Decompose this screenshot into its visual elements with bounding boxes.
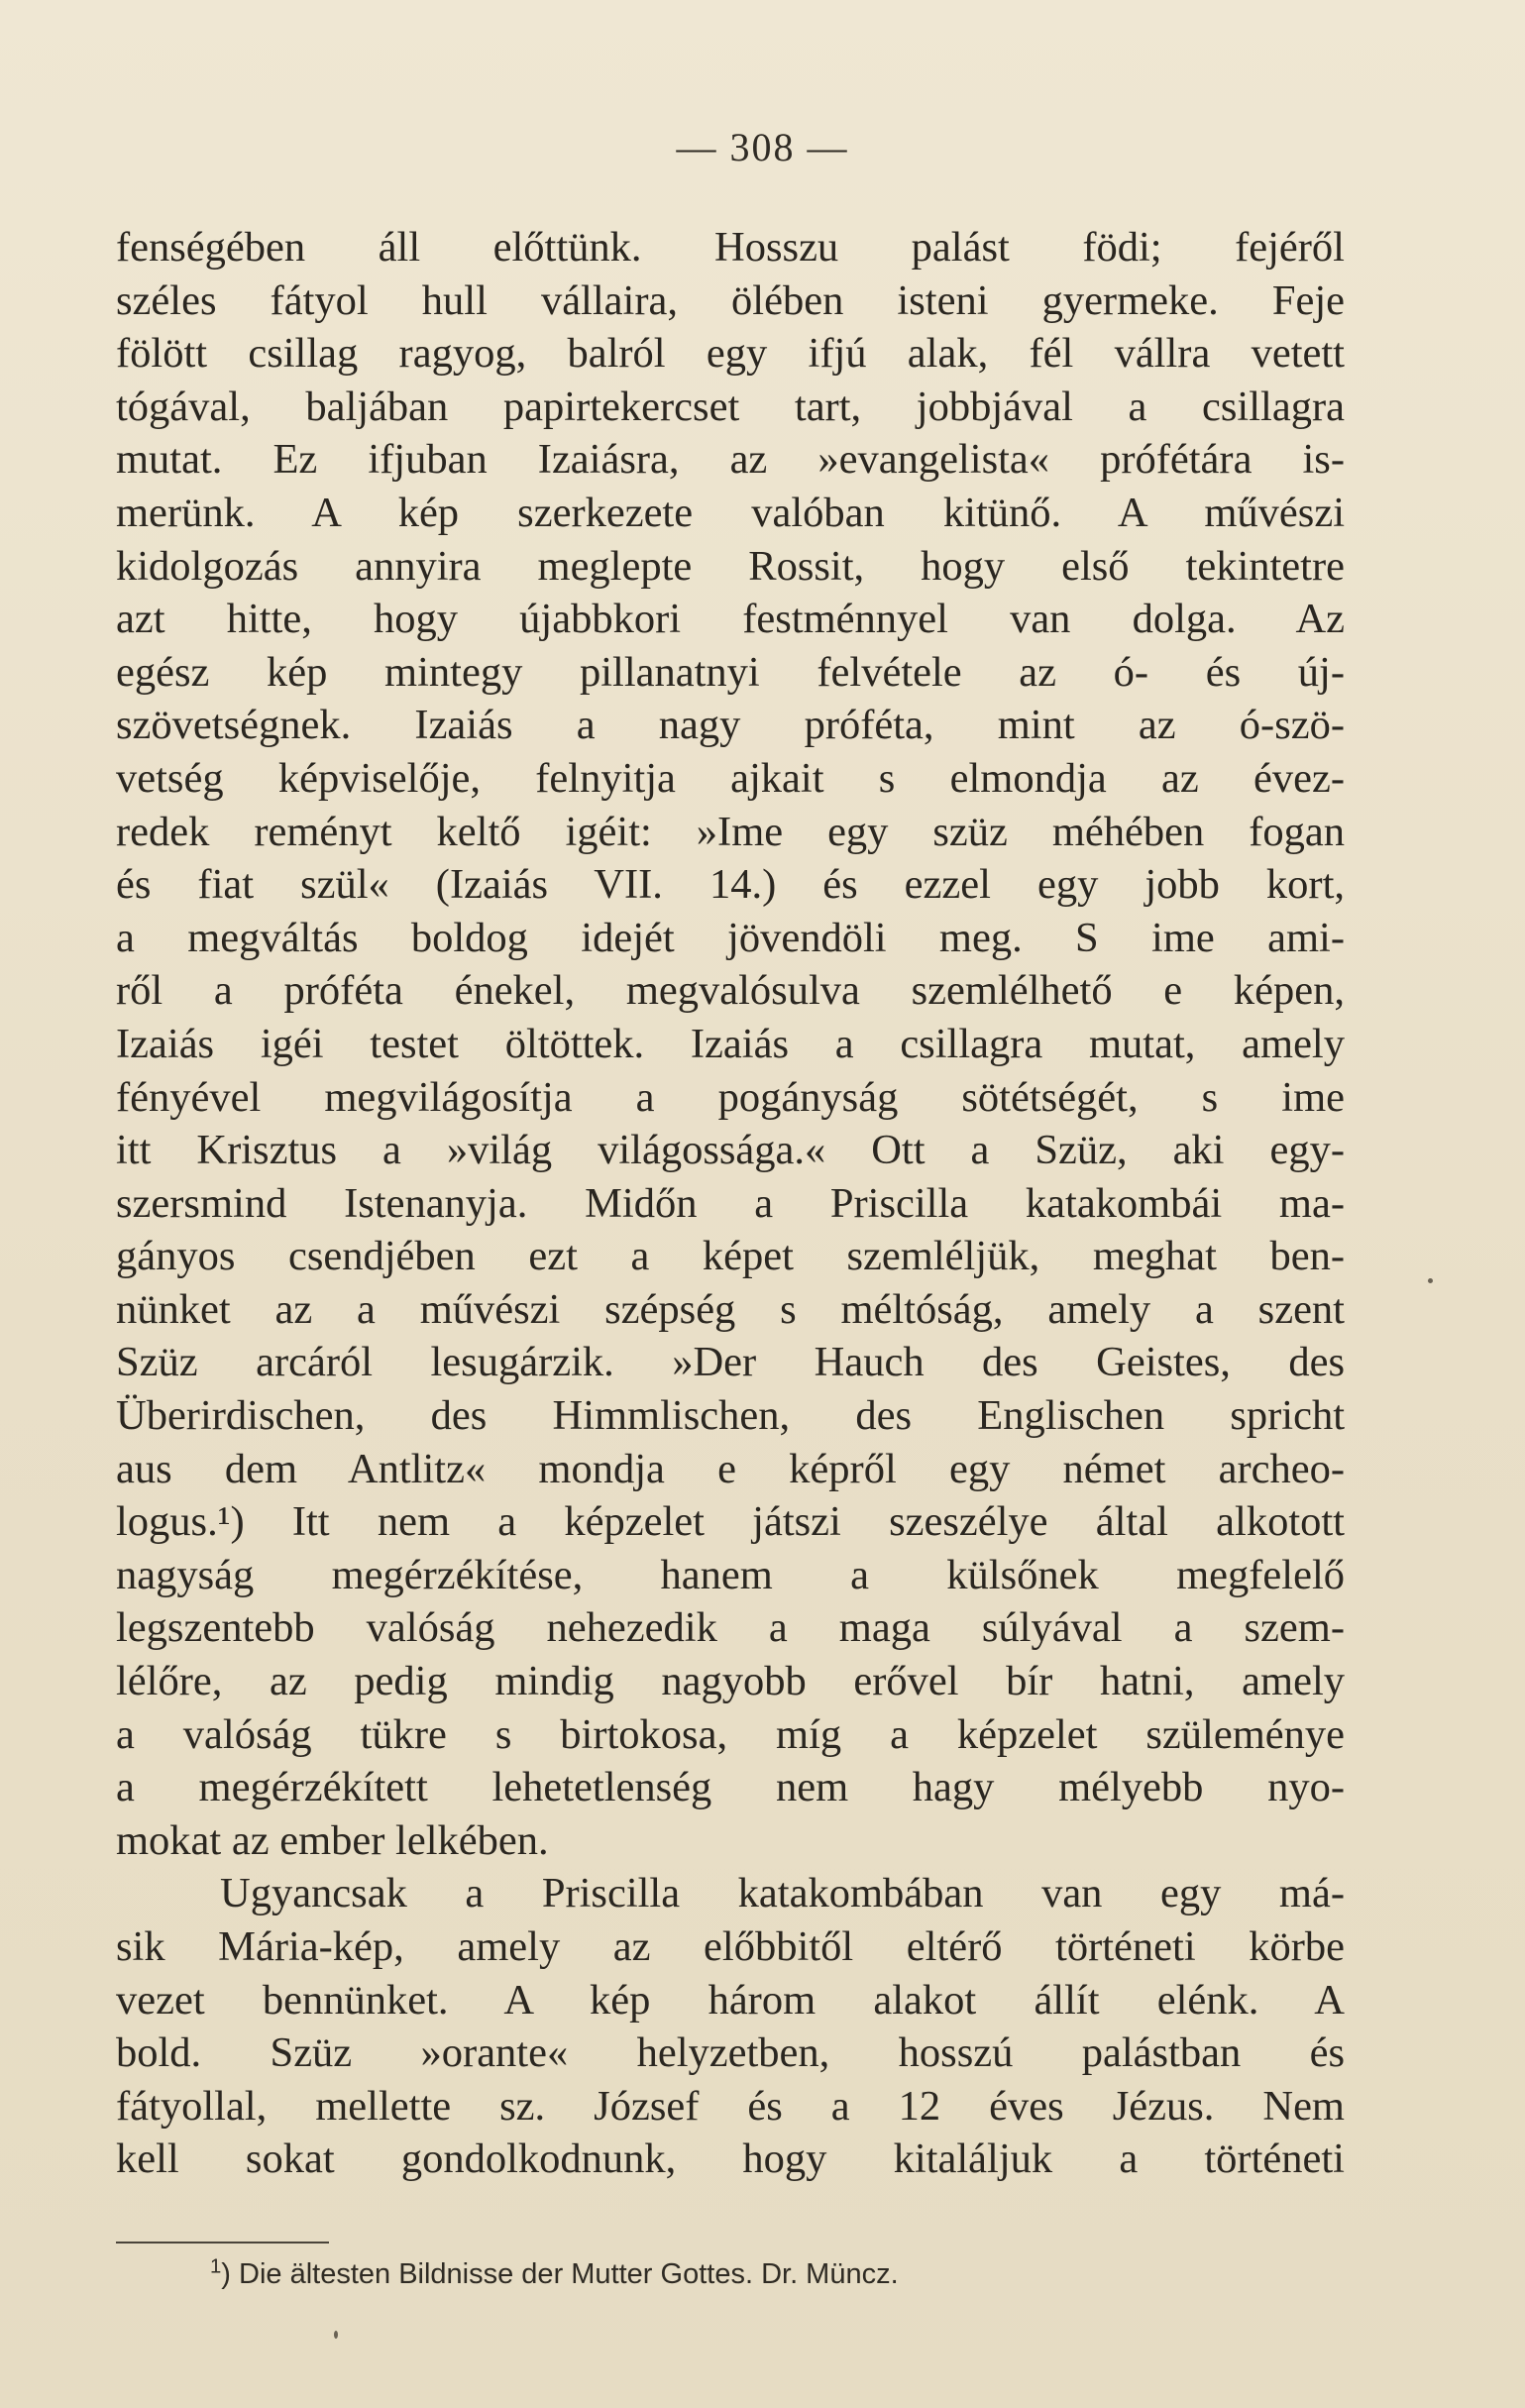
text-line: merünk. A kép szerkezete valóban kitünő. A művészi: [116, 489, 1345, 536]
text-line: a megérzékített lehetetlenség nem hagy mélyebb nyo-: [116, 1764, 1345, 1811]
text-line: itt Krisztus a »világ világossága.« Ott a Szüz, aki egy-: [116, 1127, 1345, 1174]
text-line: a megváltás boldog idejét jövendöli meg. S ime ami-: [116, 914, 1345, 961]
text-line: fátyollal, mellette sz. József és a 12 éves Jézus. Nem: [116, 2082, 1345, 2130]
text-line: Überirdischen, des Himmlischen, des Englischen spricht: [116, 1392, 1345, 1440]
text-line: nünket az a művészi szépség s méltóság, amely a szent: [116, 1285, 1345, 1333]
paragraph-1: [116, 221, 1345, 1867]
text-line: mokat az ember lelkében.: [116, 1816, 549, 1864]
paragraph-2: [116, 1867, 1345, 2186]
text-line: ről a próféta énekel, megvalósulva szemlélhető e képen,: [116, 967, 1345, 1015]
text-line: logus.¹) Itt nem a képzelet játszi szeszélye által alkotott: [116, 1498, 1345, 1546]
text-line: egész kép mintegy pillanatnyi felvétele az ó- és új-: [116, 648, 1345, 696]
text-line: fenségében áll előttünk. Hosszu palást födi; fejéről: [116, 224, 1345, 271]
text-line: gányos csendjében ezt a képet szemléljük, meghat ben-: [116, 1233, 1345, 1280]
footnote-separator: [116, 2242, 329, 2244]
text-line: aus dem Antlitz« mondja e képről egy német archeo-: [116, 1445, 1345, 1492]
text-line: vetség képviselője, felnyitja ajkait s elmondja az évez-: [116, 754, 1345, 802]
text-line: kell sokat gondolkodnunk, hogy kitaláljuk a történeti: [116, 2135, 1345, 2183]
page-number: — 308 —: [676, 125, 849, 169]
text-line: tógával, baljában papirtekercset tart, jobbjával a csillagra: [116, 383, 1345, 430]
text-line: redek reményt keltő igéit: »Ime egy szüz méhében fogan: [116, 808, 1345, 855]
text-line: Szüz arcáról lesugárzik. »Der Hauch des Geistes, des: [116, 1339, 1345, 1386]
text-line: lélőre, az pedig mindig nagyobb erővel bír hatni, amely: [116, 1658, 1345, 1705]
footnote-text: ) Die ältesten Bildnisse der Mutter Gottes. Dr. Müncz.: [221, 2258, 899, 2290]
footnote-marker: 1: [210, 2255, 222, 2278]
text-line: kidolgozás annyira meglepte Rossit, hogy első tekintetre: [116, 542, 1345, 590]
text-line: mutat. Ez ifjuban Izaiásra, az »evangelista« prófétára is-: [116, 436, 1345, 484]
text-line: azt hitte, hogy újabbkori festménnyel van dolga. Az: [116, 596, 1345, 643]
text-line: legszentebb valóság nehezedik a maga súlyával a szem-: [116, 1604, 1345, 1652]
text-line: Izaiás igéi testet öltöttek. Izaiás a csillagra mutat, amely: [116, 1020, 1345, 1067]
text-line: vezet bennünket. A kép három alakot állít elénk. A: [116, 1976, 1345, 2024]
text-line: fényével megvilágosítja a pogányság sötétségét, s ime: [116, 1073, 1345, 1121]
text-line: fölött csillag ragyog, balról egy ifjú alak, fél vállra vetett: [116, 330, 1345, 378]
text-line: a valóság tükre s birtokosa, míg a képzelet szüleménye: [116, 1710, 1345, 1758]
text-line: és fiat szül« (Izaiás VII. 14.) és ezzel egy jobb kort,: [116, 861, 1345, 909]
paper-speck: [1428, 1278, 1433, 1283]
footnote: [210, 2244, 899, 2304]
text-line: szövetségnek. Izaiás a nagy próféta, mint az ó-szö-: [116, 702, 1345, 749]
text-line: Ugyancsak a Priscilla katakombában van egy má-: [220, 1870, 1345, 1917]
body-text: [116, 221, 1345, 2186]
text-line: széles fátyol hull vállaira, ölében isteni gyermeke. Feje: [116, 276, 1345, 324]
text-line: sik Mária-kép, amely az előbbitől eltérő történeti körbe: [116, 1923, 1345, 1970]
paper-speck: [334, 2331, 338, 2339]
text-line: bold. Szüz »orante« helyzetben, hosszú palástban és: [116, 2029, 1345, 2077]
text-line: nagyság megérzékítése, hanem a külsőnek megfelelő: [116, 1551, 1345, 1598]
text-line: szersmind Istenanyja. Midőn a Priscilla katakombái ma-: [116, 1179, 1345, 1227]
